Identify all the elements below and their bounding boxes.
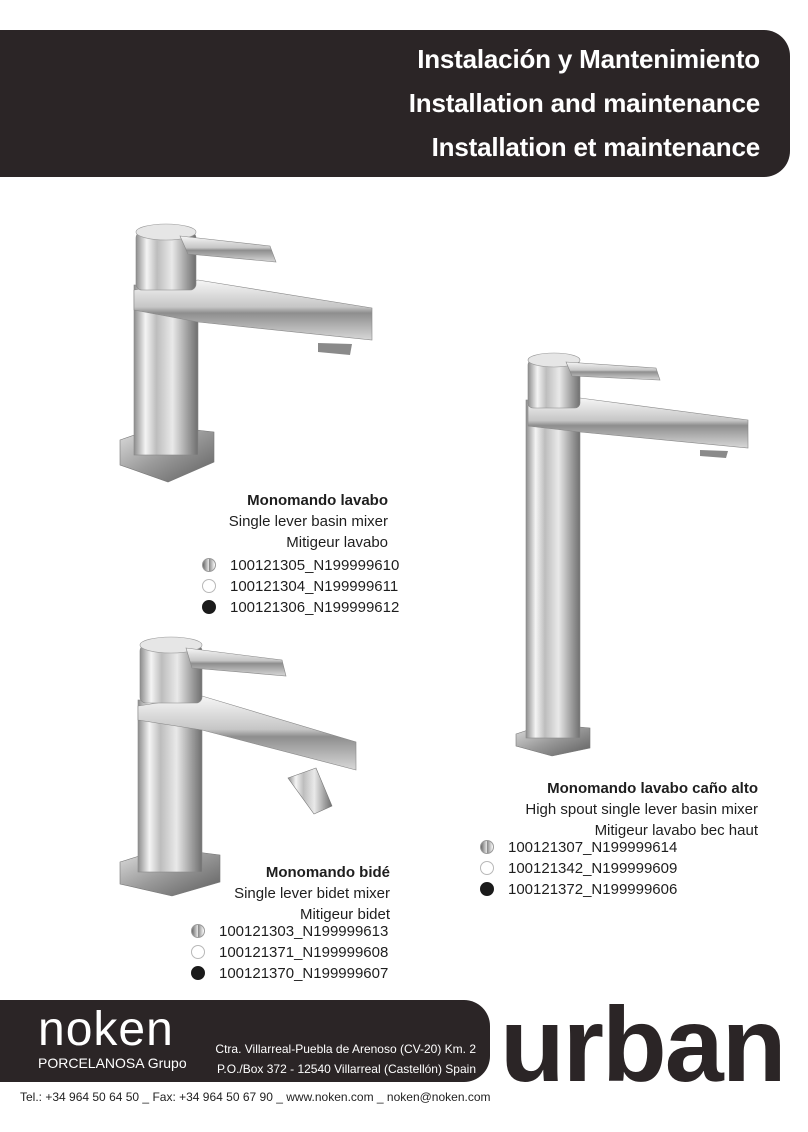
product-name: Monomando lavabo xyxy=(247,492,388,509)
product-name: Monomando lavabo caño alto xyxy=(547,780,758,797)
black-finish-icon xyxy=(480,882,494,896)
code-row xyxy=(202,555,399,576)
white-finish-icon xyxy=(191,945,205,959)
product-code: 100121305_N199999610 xyxy=(230,557,400,574)
product-codes-bidet-mixer xyxy=(191,921,388,984)
product-basin-mixer xyxy=(229,490,388,553)
code-row xyxy=(191,921,388,942)
faucet-high-spout-mixer-image xyxy=(516,353,748,756)
white-finish-icon xyxy=(202,579,216,593)
faucet-basin-mixer-image xyxy=(120,224,372,482)
product-code: 100121370_N199999607 xyxy=(219,965,389,982)
brand-logo: noken xyxy=(38,1003,174,1056)
white-finish-icon xyxy=(480,861,494,875)
faucet-bidet-mixer-image xyxy=(120,637,356,896)
code-row xyxy=(480,858,677,879)
code-row xyxy=(191,942,388,963)
series-name: urban xyxy=(500,986,785,1104)
product-name-en: Single lever bidet mixer xyxy=(234,885,390,902)
product-name: Monomando bidé xyxy=(265,864,390,881)
product-code: 100121372_N199999606 xyxy=(508,881,678,898)
product-name-fr: Mitigeur lavabo bec haut xyxy=(594,822,758,839)
code-row xyxy=(480,837,677,858)
address-line-1: Ctra. Villarreal-Puebla de Arenoso (CV-20) Km. 2 xyxy=(215,1042,476,1056)
code-row xyxy=(191,963,388,984)
product-name-en: High spout single lever basin mixer xyxy=(525,801,758,818)
product-code: 100121303_N199999613 xyxy=(219,923,389,940)
product-code: 100121342_N199999609 xyxy=(508,860,678,877)
product-code: 100121371_N199999608 xyxy=(219,944,389,961)
code-row xyxy=(480,879,677,900)
chrome-finish-icon xyxy=(480,840,494,854)
product-code: 100121304_N199999611 xyxy=(230,578,399,595)
title-english: Installation and maintenance xyxy=(408,88,760,118)
product-codes-high-spout-mixer xyxy=(480,837,677,900)
chrome-finish-icon xyxy=(202,558,216,572)
black-finish-icon xyxy=(191,966,205,980)
product-high-spout-mixer xyxy=(525,778,758,841)
brand-group: PORCELANOSA Grupo xyxy=(38,1055,187,1071)
title-french: Installation et maintenance xyxy=(431,132,760,162)
footer-brand-band xyxy=(0,1000,490,1082)
product-codes-basin-mixer xyxy=(202,555,399,618)
product-code: 100121306_N199999612 xyxy=(230,599,400,616)
product-name-fr: Mitigeur bidet xyxy=(299,906,390,923)
product-bidet-mixer xyxy=(234,862,390,925)
product-name-en: Single lever basin mixer xyxy=(228,513,388,530)
product-name-fr: Mitigeur lavabo xyxy=(286,534,388,551)
product-code: 100121307_N199999614 xyxy=(508,839,678,856)
code-row xyxy=(202,576,399,597)
black-finish-icon xyxy=(202,600,216,614)
contact-info: Tel.: +34 964 50 64 50 _ Fax: +34 964 50 67 90 _ www.noken.com _ noken@noken.com xyxy=(20,1090,491,1104)
title-spanish: Instalación y Mantenimiento xyxy=(417,44,760,74)
address-line-2: P.O./Box 372 - 12540 Villarreal (Castellón) Spain xyxy=(216,1062,476,1076)
code-row xyxy=(202,597,399,618)
chrome-finish-icon xyxy=(191,924,205,938)
